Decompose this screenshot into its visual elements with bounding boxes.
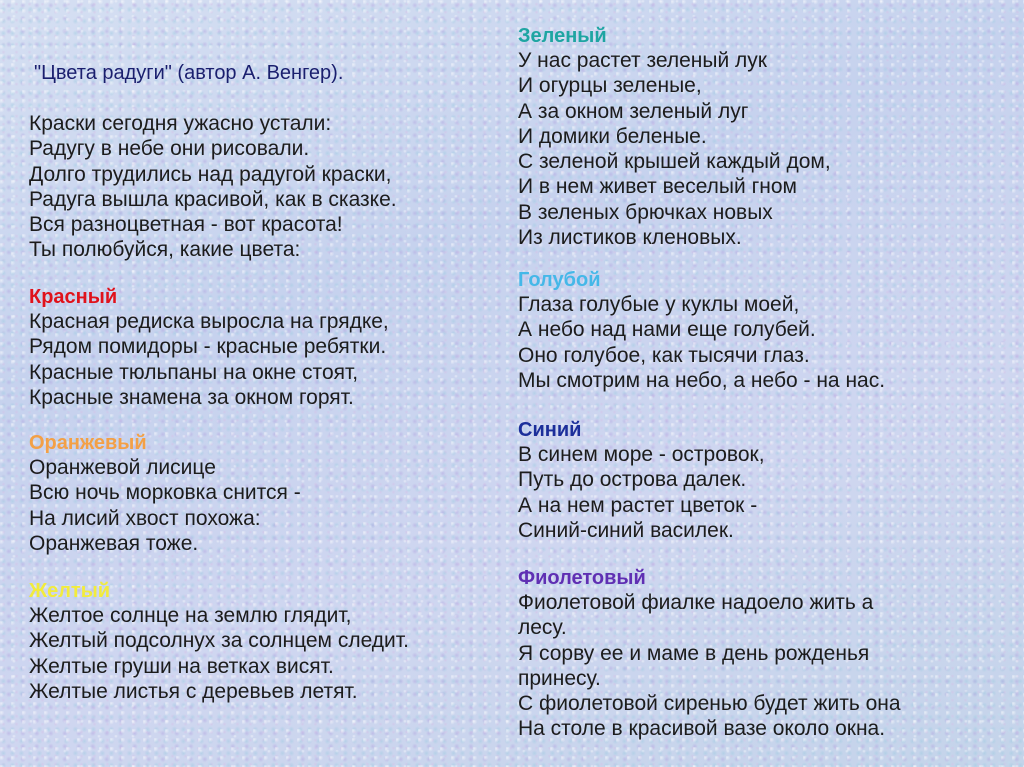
poem-line: Красные знамена за окном горят. [29, 385, 354, 409]
poem-line: Глаза голубые у куклы моей, [518, 293, 800, 316]
poem-line: А за окном зеленый луг [518, 99, 749, 123]
orange-stanza [29, 431, 301, 556]
poem-line: И огурцы зеленые, [518, 74, 702, 98]
poem-line: Рядом помидоры - красные ребятки. [29, 335, 387, 359]
intro-line: Вся разноцветная - вот красота! [29, 213, 343, 237]
poem-line: А небо над нами еще голубей. [518, 318, 816, 342]
poem-line: С фиолетовой сиренью будет жить она [518, 692, 901, 716]
poem-line: Желтые листья с деревьев летят. [29, 679, 358, 703]
intro-stanza [29, 111, 397, 263]
intro-line: Радугу в небе они рисовали. [29, 137, 310, 161]
poem-line: Из листиков кленовых. [518, 226, 742, 250]
intro-line: Ты полюбуйся, какие цвета: [29, 238, 301, 262]
poem-line: В зеленых брючках новых [518, 200, 773, 224]
poem-line: И в нем живет веселый гном [518, 175, 797, 199]
red-heading: Красный [29, 286, 118, 308]
poem-line: Красная редиска выросла на грядке, [29, 310, 389, 333]
poem-line: принесу. [518, 666, 601, 690]
poem-line: Оранжевая тоже. [29, 531, 199, 555]
violet-stanza [518, 566, 901, 742]
orange-lines [29, 455, 301, 556]
green-lines [518, 48, 831, 250]
poem-line: Желтые груши на ветках висят. [29, 654, 334, 678]
poem-line: В синем море - островок, [518, 443, 765, 466]
intro-line: Краски сегодня ужасно устали: [29, 112, 332, 135]
yellow-heading: Желтый [29, 580, 111, 602]
poem-line: Оранжевой лисице [29, 456, 216, 479]
poem-line: С зеленой крышей каждый дом, [518, 150, 831, 174]
light-blue-lines [518, 292, 885, 393]
intro-line: Долго трудились над радугой краски, [29, 162, 392, 186]
poem-line: Всю ночь морковка снится - [29, 481, 301, 505]
light-blue-stanza [518, 268, 885, 393]
green-stanza [518, 24, 831, 250]
poem-line: Фиолетовой фиалке надоело жить а [518, 591, 874, 614]
poem-line: Оно голубое, как тысячи глаз. [518, 343, 810, 367]
red-lines [29, 309, 389, 410]
orange-heading: Оранжевый [29, 432, 147, 454]
poem-line: Путь до острова далек. [518, 468, 747, 492]
violet-heading: Фиолетовый [518, 567, 646, 589]
poem-line: И домики беленые. [518, 124, 707, 148]
poem-line: На лисий хвост похожа: [29, 506, 261, 530]
light-blue-heading: Голубой [518, 269, 601, 291]
poem-line: Желтое солнце на землю глядит, [29, 604, 352, 627]
intro-lines [29, 111, 397, 263]
poem-line: лесу. [518, 616, 567, 640]
poem-line: У нас растет зеленый лук [518, 49, 767, 72]
yellow-stanza [29, 579, 409, 704]
blue-lines [518, 442, 765, 543]
poem-line: На столе в красивой вазе около окна. [518, 717, 886, 741]
yellow-lines [29, 603, 409, 704]
blue-heading: Синий [518, 419, 582, 441]
poem-line: Я сорву ее и маме в день рожденья [518, 641, 870, 665]
violet-lines [518, 590, 901, 742]
poem-line: Мы смотрим на небо, а небо - на нас. [518, 368, 886, 392]
poem-title: "Цвета радуги" (автор А. Венгер). [34, 62, 344, 84]
poem-line: Желтый подсолнух за солнцем следит. [29, 629, 409, 653]
intro-line: Радуга вышла красивой, как в сказке. [29, 187, 397, 211]
blue-stanza [518, 418, 765, 543]
poem-line: Синий-синий василек. [518, 518, 734, 542]
green-heading: Зеленый [518, 25, 607, 47]
poem-line: Красные тюльпаны на окне стоят, [29, 360, 359, 384]
red-stanza [29, 285, 389, 410]
poem-line: А на нем растет цветок - [518, 493, 758, 517]
